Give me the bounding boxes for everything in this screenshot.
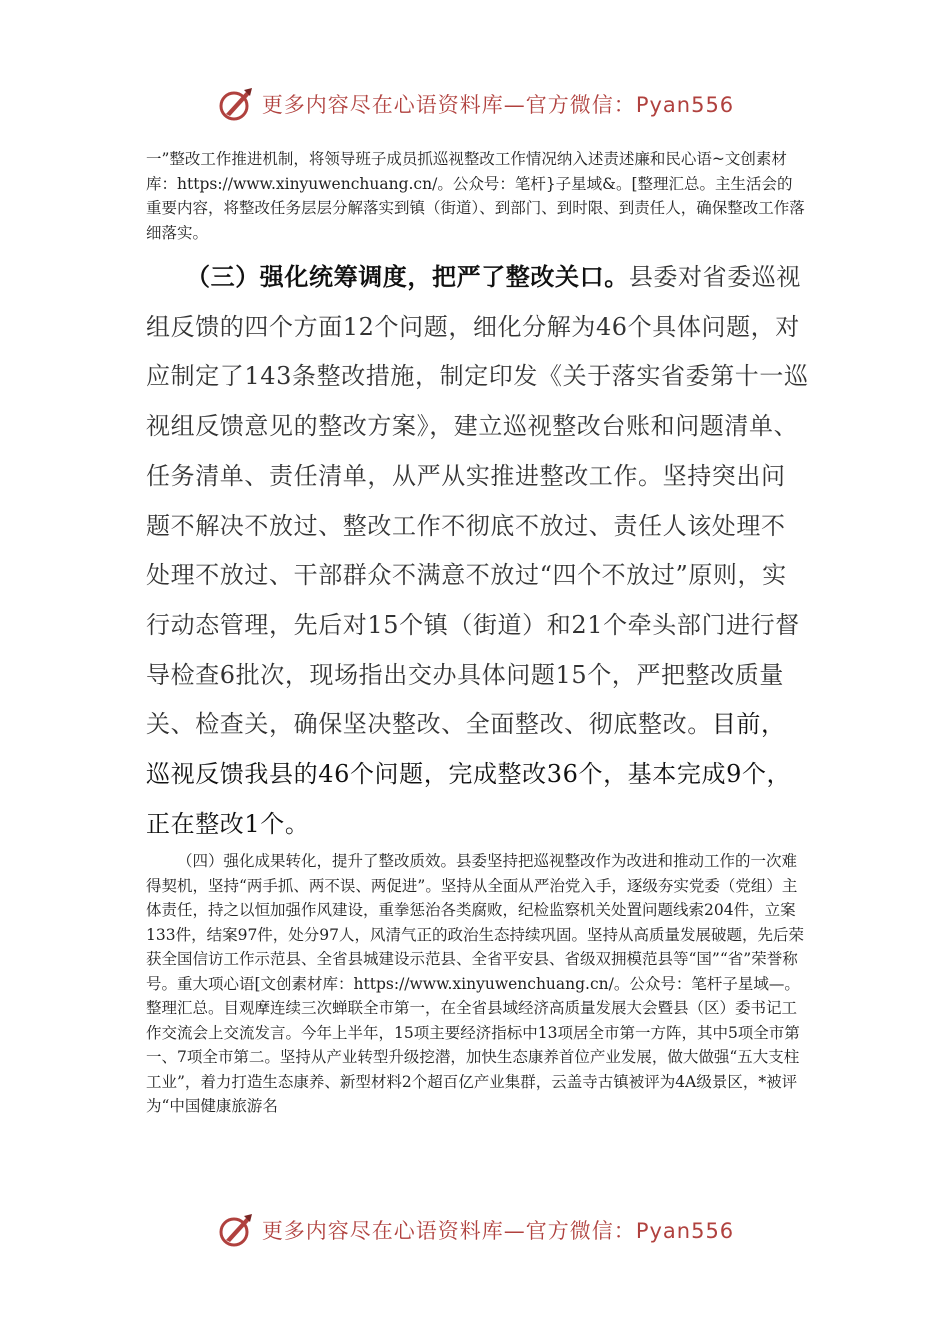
section-three-heading: （三）强化统筹调度，把严了整改关口。 (186, 262, 629, 291)
quill-pen-logo-icon (216, 84, 256, 124)
quill-pen-logo-icon (216, 1210, 256, 1250)
footer-banner (0, 1208, 950, 1252)
paragraph-section-three (146, 252, 810, 849)
paragraph-section-four: （四）强化成果转化，提升了整改质效。县委坚持把巡视整改作为改进和推动工作的一次难得契机，坚持“两手抓、两不误、两促进”。坚持从全面从严治党入手，逐级夯实党委（党组）主体责任，持之以恒加强作风建设，重拳惩治各类腐败，纪检监察机关处置问题线索204件，立案133件，结案97件，处分97人，风清气正的政治生态持续巩固。坚持从高质量发展破题，先后荣获全国信访工作示范县、全省县城建设示范县、全省平安县、省级双拥模范县等“国”“省”荣誉称号。重大项心语[文创素材库：https://www.xinyuwenchuang.cn/。公众号：笔杆子星域—。整理汇总。目观摩连续三次蝉联全市第一，在全省县域经济高质量发展大会暨县（区）委书记工作交流会上交流发言。今年上半年，15项主要经济指标中13项居全市第一方阵，其中5项全市第一、7项全市第二。坚持从产业转型升级挖潜，加快生态康养首位产业发展，做大做强“五大支柱工业”，着力打造生态康养、新型材料2个超百亿产业集群，云盖寺古镇被评为4A级景区，*被评为“中国健康旅游名 (146, 852, 805, 1115)
banner-wechat-id: Pyan556 (635, 1219, 735, 1243)
banner-text: 更多内容尽在心语资料库—官方微信：Pyan556 (261, 1219, 735, 1243)
header-banner (0, 82, 950, 126)
section-three-body: 县委对省委巡视组反馈的四个方面12个问题，细化分解为46个具体问题，对应制定了143条整改措施，制定印发《关于落实省委第十一巡视组反馈意见的整改方案》，建立巡视整改台账和问题清单、任务清单、责任清单，从严从实推进整改工作。坚持突出问题不解决不放过、整改工作不彻底不放过、责任人该处理不处理不放过、干部群众不满意不放过“四个不放过”原则，实行动态管理，先后对15个镇（街道）和21个牵头部门进行督导检查6批次，现场指出交办具体问题15个，严把整改质量关、检查关，确保坚决整改、全面整改、彻底整改。 (146, 263, 809, 739)
paragraph-continuation: 一”整改工作推进机制，将领导班子成员抓巡视整改工作情况纳入述责述廉和民心语~文创素材库：https://www.xinyuwenchuang.cn/。公众号：笔杆}子星域&。[整理汇总。主生活会的重要内容，将整改任务层层分解落实到镇（街道）、到部门、到时限、到责任人，确保整改工作落细落实。 (146, 150, 805, 242)
banner-text: 更多内容尽在心语资料库—官方微信：Pyan556 (261, 93, 735, 117)
banner-wechat-id: Pyan556 (635, 93, 735, 117)
section-three-summary: 目前，巡视反馈我县的46个问题，完成整改36个，基本完成9个，正在整改1个。 (146, 710, 792, 838)
